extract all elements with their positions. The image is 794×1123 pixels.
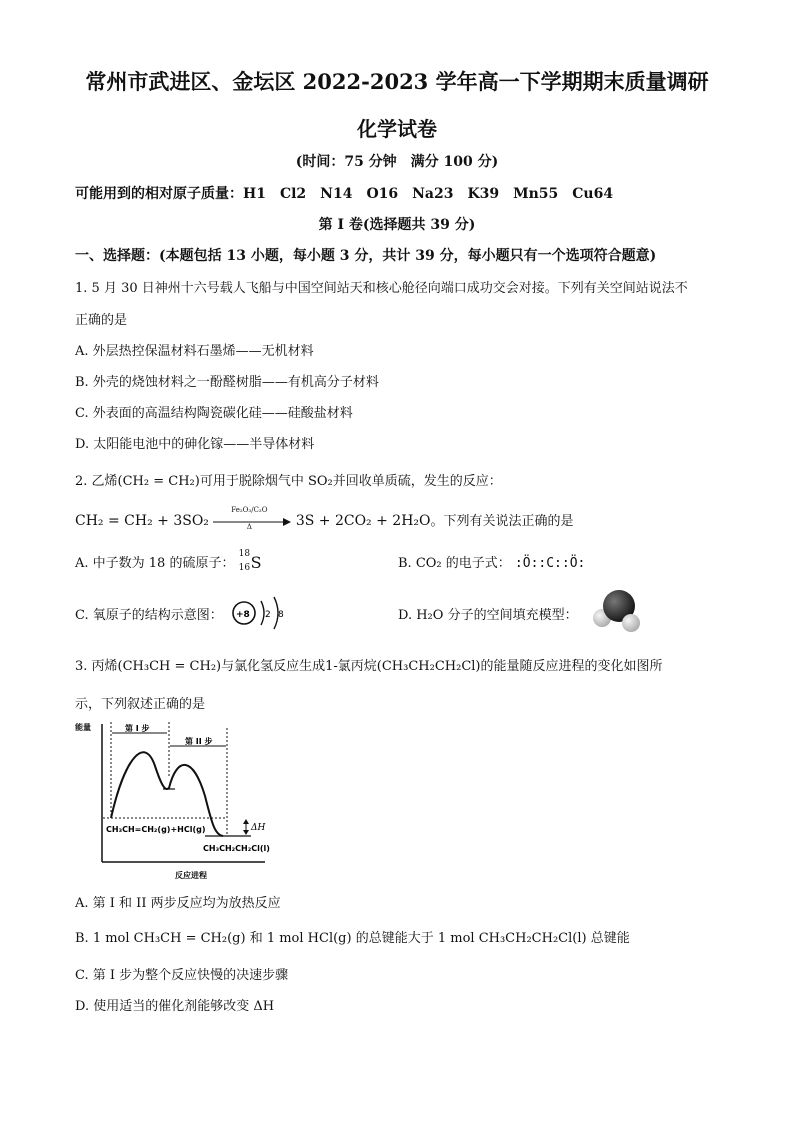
q2-stem [75,470,502,489]
q2-option-b-text: B. CO₂ 的电子式： [398,556,511,571]
q1-stem-line1: 1. 5 月 30 日神州十六号载人飞船与中国空间站天和核心舱径向端口成功交会对接。下列有关空间站说法不 [75,281,688,296]
reaction-heat: Δ [246,523,252,531]
y-axis-label: 能量 [75,723,91,732]
oxygen-atom-diagram [230,593,290,633]
time-info: (时间：75 分钟 满分 100 分) [295,154,499,170]
step-2-label: 第 II 步 [185,737,213,746]
q3-stem-line1: 3. 丙烯(CH₃CH = CH₂)与氯化氢反应生成1-氯丙烷(CH₃CH₂CH₂Cl)的能量随反应进程的变化如图所 [75,659,663,674]
q2-option-b [398,552,585,571]
delta-h-label: ΔH [251,823,266,833]
q2-option-d [398,604,578,623]
q1-stem-line2: 正确的是 [75,313,128,328]
part-title: 第 I 卷(选择题共 39 分) [318,217,476,233]
q2-option-c [75,604,223,623]
q2-option-a-text: A. 中子数为 18 的硫原子： [75,556,235,571]
shell-2-electrons: 8 [278,610,284,620]
q2-stem-suffix: )可用于脱除烟气中 SO₂并回收单质硫，发生的反应： [194,474,502,489]
q3-option-b: B. 1 mol CH₃CH = CH₂(g) 和 1 mol HCl(g) 的总键能大于 1 mol CH₃CH₂CH₂Cl(l) 总键能 [75,931,630,946]
q1-option-b: B. 外壳的烧蚀材料之一酚醛树脂——有机高分子材料 [75,375,379,390]
q3-option-a: A. 第 I 和 II 两步反应均为放热反应 [75,896,281,911]
reaction-arrow [213,506,291,531]
nucleus-charge: +8 [236,610,250,620]
equation-left: CH₂ = CH₂ + 3SO₂ [75,513,209,529]
co2-electron-formula: :Ö::C::Ö: [514,556,586,571]
q1-option-d: D. 太阳能电池中的砷化镓——半导体材料 [75,437,315,452]
energy-curve [111,752,223,836]
atomic-masses: 可能用到的相对原子质量：H1 Cl2 N14 O16 Na23 K39 Mn55 Cu64 [75,186,614,202]
section-title: 一、选择题：(本题包括 13 小题，每小题 3 分，共计 39 分，每小题只有一个选项符合题意) [75,248,657,264]
q2-stem-prefix: 2. 乙烯( [75,474,123,489]
equation-right: 3S + 2CO₂ + 2H₂O [295,513,431,529]
mass-number: 18 [238,548,251,559]
reactants-label: CH₃CH=CH₂(g)+HCl(g) [106,825,206,834]
reaction-condition: Fe₂O₃/C₂O [231,506,268,514]
q2-option-d-text: D. H₂O 分子的空间填充模型： [398,608,578,623]
q2-equation [75,506,574,531]
q3-option-c: C. 第 I 步为整个反应快慢的决速步骤 [75,968,289,983]
q3-stem-line2: 示，下列叙述正确的是 [75,697,206,712]
energy-profile-diagram [75,716,275,884]
equation-tail: 。下列有关说法正确的是 [430,514,574,529]
x-axis-label: 反应进程 [175,871,207,880]
exam-title: 常州市武进区、金坛区 2022-2023 学年高一下学期期末质量调研 [85,69,709,94]
product-label: CH₃CH₂CH₂Cl(l) [203,844,270,853]
q2-stem-formula: CH₂ = CH₂ [122,474,195,489]
q2-option-c-text: C. 氧原子的结构示意图： [75,608,223,623]
atomic-number: 16 [238,562,251,573]
q2-option-a [75,548,265,575]
hydrogen-atom-right [622,614,640,632]
element-symbol: S [250,552,262,572]
sulfur-nuclide [238,548,265,575]
step-1-label: 第 I 步 [125,724,150,733]
q1-option-a: A. 外层热控保温材料石墨烯——无机材料 [75,344,314,359]
water-space-filling-model [593,588,643,634]
q3-option-d: D. 使用适当的催化剂能够改变 ΔH [75,999,275,1014]
q1-option-c: C. 外表面的高温结构陶瓷碳化硅——硅酸盐材料 [75,406,353,421]
exam-subject: 化学试卷 [357,117,437,141]
shell-1-electrons: 2 [265,610,271,620]
